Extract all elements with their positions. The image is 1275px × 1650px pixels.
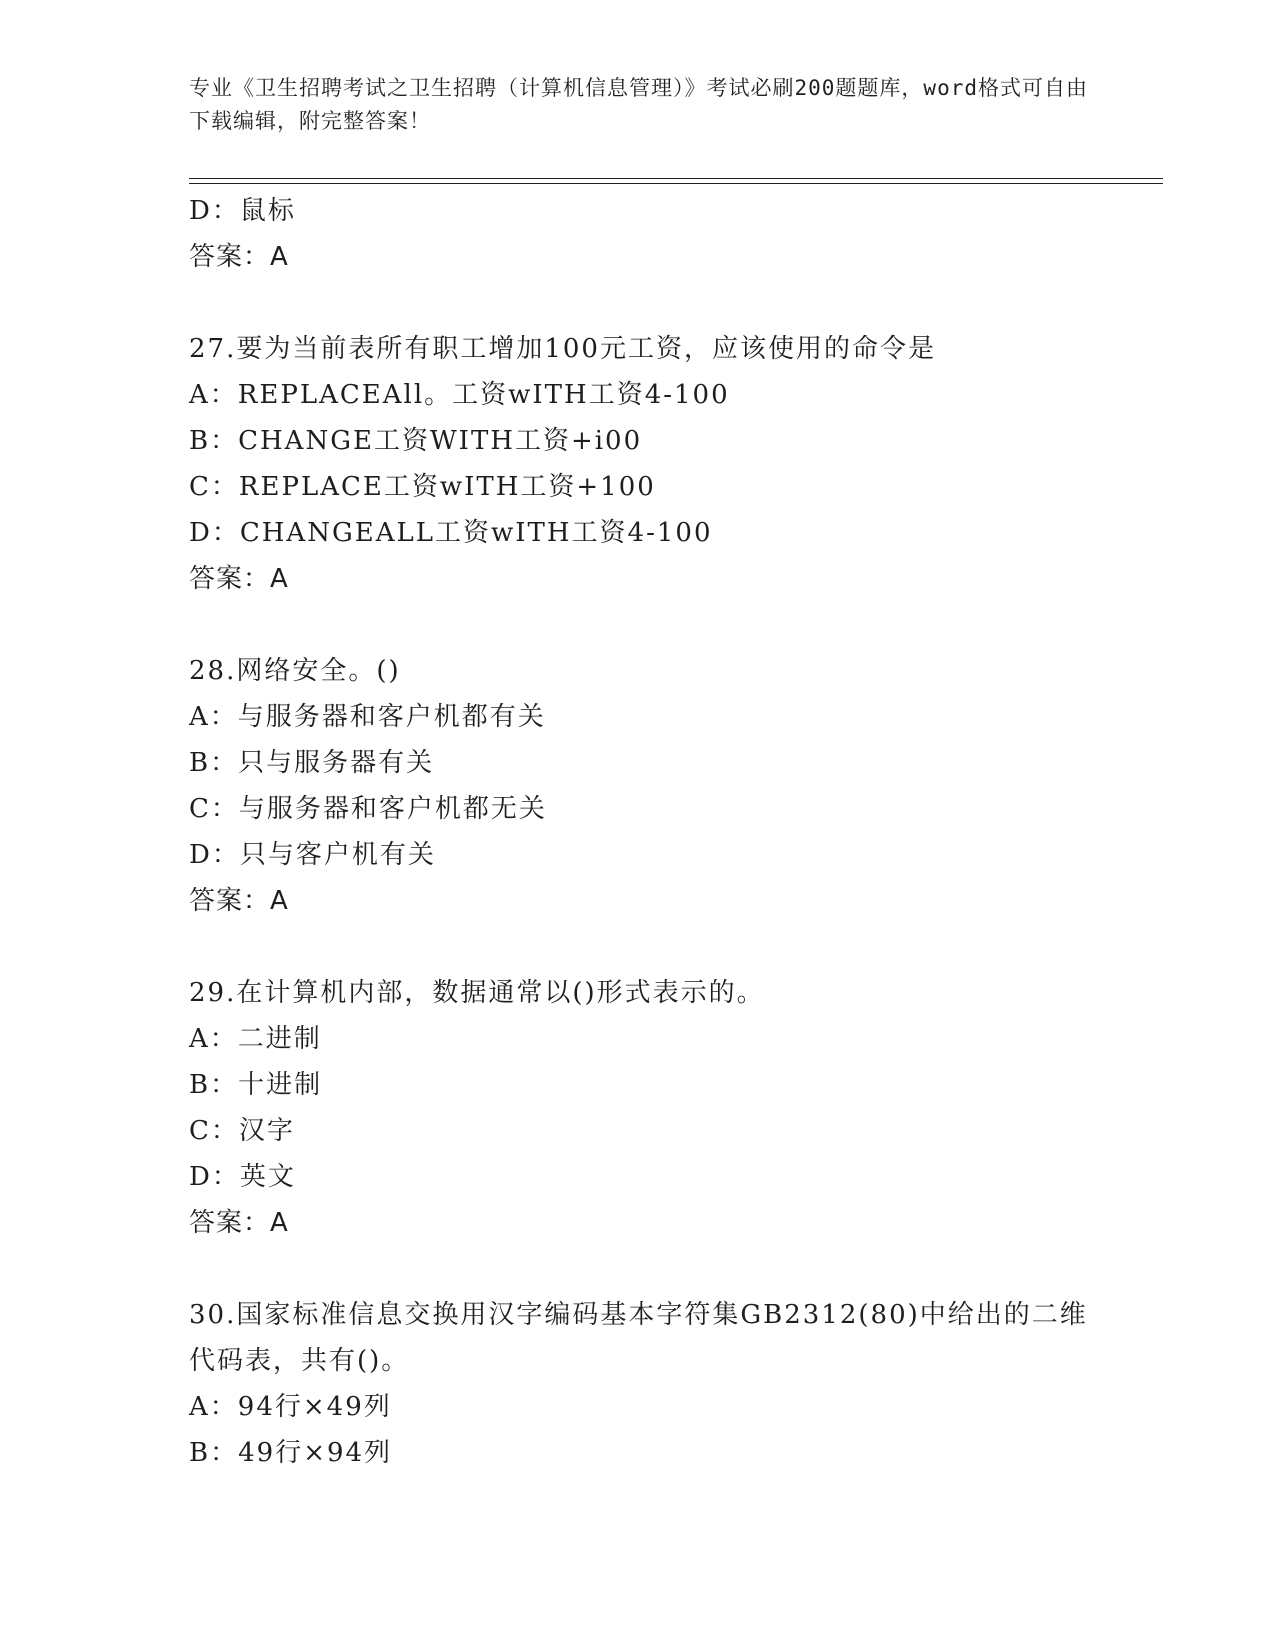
answer: 答案：A [189, 886, 289, 916]
option-b: B：十进制 [189, 1070, 323, 1100]
option-a: A：与服务器和客户机都有关 [189, 702, 546, 732]
answer: 答案：A [189, 1208, 289, 1238]
option-a: A：二进制 [189, 1024, 322, 1054]
question-28 [189, 648, 1089, 924]
prev-option-d: D：鼠标 [189, 196, 296, 226]
option-c: C：与服务器和客户机都无关 [189, 794, 547, 824]
option-b: B：只与服务器有关 [189, 748, 435, 778]
option-b: B：CHANGE工资WITH工资+i00 [189, 426, 643, 456]
question-stem: 28.网络安全。() [189, 656, 401, 686]
option-c: C：汉字 [189, 1116, 295, 1146]
option-a: A：94行×49列 [189, 1392, 392, 1422]
answer: 答案：A [189, 564, 289, 594]
question-29 [189, 970, 1089, 1246]
option-c: C：REPLACE工资wITH工资+100 [189, 472, 656, 502]
prev-answer: 答案：A [189, 242, 289, 272]
question-27 [189, 326, 1089, 602]
question-30 [189, 1292, 1089, 1476]
question-stem: 29.在计算机内部，数据通常以()形式表示的。 [189, 978, 765, 1008]
option-d: D：CHANGEALL工资wITH工资4-100 [189, 518, 713, 548]
option-d: D：只与客户机有关 [189, 840, 436, 870]
question-content [189, 188, 1089, 1476]
document-header: 专业《卫生招聘考试之卫生招聘（计算机信息管理）》考试必刷200题题库，word格式可自由下载编辑，附完整答案！ [189, 76, 1088, 133]
option-d: D：英文 [189, 1162, 296, 1192]
option-a: A：REPLACEAll。工资wITH工资4-100 [189, 380, 730, 410]
question-stem: 30.国家标准信息交换用汉字编码基本字符集GB2312(80)中给出的二维代码表，共有()。 [189, 1300, 1088, 1376]
header-rule-thick [189, 178, 1163, 179]
question-stem: 27.要为当前表所有职工增加100元工资，应该使用的命令是 [189, 334, 936, 364]
header-rule-thin [189, 183, 1163, 184]
option-b: B：49行×94列 [189, 1438, 393, 1468]
